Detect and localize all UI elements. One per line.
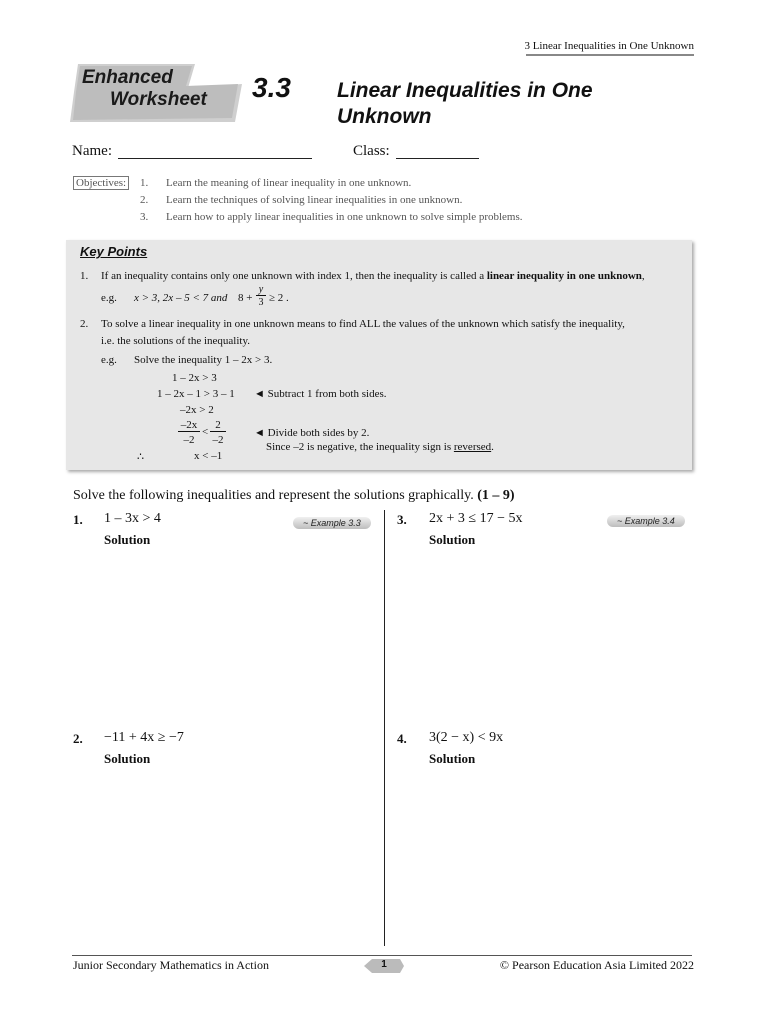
objective-3: Learn how to apply linear inequalities in one unknown to solve simple problems. bbox=[166, 211, 523, 223]
enhanced-worksheet-badge bbox=[70, 62, 242, 122]
key-points-title: Key Points bbox=[80, 244, 148, 259]
section-number: 3.3 bbox=[252, 72, 291, 103]
final-answer: x < –1 bbox=[194, 450, 223, 462]
q2-num: 2. bbox=[73, 731, 83, 746]
q1-num: 1. bbox=[73, 512, 83, 527]
note-reversed bbox=[266, 441, 494, 453]
objective-2: Learn the techniques of solving linear inequalities in one unknown. bbox=[166, 194, 463, 206]
instruction-range: (1 – 9) bbox=[477, 488, 515, 503]
name-field[interactable] bbox=[118, 144, 312, 159]
kp2-line2: i.e. the solutions of the inequality. bbox=[101, 335, 250, 347]
kp1-frac-pre: 8 + bbox=[238, 292, 253, 304]
kp1-text-main: If an inequality contains only one unknown with index 1, then the inequality is called a bbox=[101, 270, 487, 282]
instruction bbox=[73, 488, 515, 504]
note-reversed-main: Since –2 is negative, the inequality sign is bbox=[266, 441, 454, 453]
step4-rhs-num: 2 bbox=[210, 419, 226, 432]
objective-1-num: 1. bbox=[140, 177, 149, 189]
q1-solution-label: Solution bbox=[104, 532, 151, 547]
objective-2-num: 2. bbox=[140, 194, 149, 206]
instruction-text: Solve the following inequalities and represent the solutions graphically. bbox=[73, 488, 478, 503]
q2-expr: −11 + 4x ≥ −7 bbox=[104, 730, 184, 745]
step4-lhs-den: –2 bbox=[183, 434, 195, 446]
q1-example-ref: ~ Example 3.3 bbox=[293, 517, 371, 529]
kp1-text-end: , bbox=[641, 270, 645, 282]
kp1-frac-den: 3 bbox=[258, 297, 264, 308]
kp1-frac-post: ≥ 2 . bbox=[269, 292, 289, 304]
q3-num: 3. bbox=[397, 512, 407, 527]
section-title: Linear Inequalities in One Unknown bbox=[337, 79, 593, 128]
kp2-line1: To solve a linear inequality in one unknown means to find ALL the values of the unknown which satisfy the inequality, bbox=[101, 318, 625, 330]
page-number: 1 bbox=[381, 959, 387, 970]
footer-left: Junior Secondary Mathematics in Action bbox=[73, 958, 269, 972]
note-reversed-underlined: reversed bbox=[453, 441, 492, 453]
kp1-eg: e.g. bbox=[101, 292, 117, 304]
kp2-num: 2. bbox=[80, 318, 89, 330]
step-3: –2x > 2 bbox=[180, 404, 214, 416]
page-badge bbox=[364, 958, 404, 974]
running-header: 3 Linear Inequalities in One Unknown bbox=[524, 40, 694, 52]
q2-solution-label: Solution bbox=[104, 751, 151, 766]
objective-1: Learn the meaning of linear inequality in one unknown. bbox=[166, 177, 412, 189]
step4-lhs-num: –2x bbox=[178, 419, 200, 432]
q3-example-ref: ~ Example 3.4 bbox=[607, 515, 685, 527]
step4-op: < bbox=[202, 426, 209, 438]
note-reversed-end: . bbox=[491, 441, 494, 453]
kp2-eg-text: Solve the inequality 1 – 2x > 3. bbox=[134, 354, 273, 366]
kp1-examples: x > 3, 2x – 5 < 7 and bbox=[134, 292, 228, 304]
note-divide: ◄ Divide both sides by 2. bbox=[254, 427, 370, 439]
objectives-label: Objectives: bbox=[73, 176, 129, 190]
column-divider bbox=[384, 510, 385, 946]
therefore-symbol: ∴ bbox=[137, 451, 144, 463]
kp1-text bbox=[101, 270, 686, 282]
class-field[interactable] bbox=[396, 144, 479, 159]
q3-expr: 2x + 3 ≤ 17 − 5x bbox=[429, 511, 523, 526]
kp1-frac-num: y bbox=[256, 285, 266, 296]
q4-solution-label: Solution bbox=[429, 751, 476, 766]
name-label: Name: bbox=[72, 143, 112, 159]
header-rule bbox=[526, 54, 694, 56]
footer-right: © Pearson Education Asia Limited 2022 bbox=[499, 958, 694, 972]
step-2: 1 – 2x – 1 > 3 – 1 bbox=[157, 388, 235, 400]
q3-solution-label: Solution bbox=[429, 532, 476, 547]
step4-rhs-den: –2 bbox=[212, 434, 224, 446]
q4-num: 4. bbox=[397, 731, 407, 746]
step-1: 1 – 2x > 3 bbox=[172, 372, 217, 384]
badge-line1: Enhanced bbox=[82, 67, 173, 88]
kp2-eg: e.g. bbox=[101, 354, 117, 366]
class-label: Class: bbox=[353, 143, 390, 159]
kp1-num: 1. bbox=[80, 270, 89, 282]
q1-expr: 1 – 3x > 4 bbox=[104, 511, 161, 526]
objective-3-num: 3. bbox=[140, 211, 149, 223]
footer-rule bbox=[72, 955, 692, 956]
badge-line2: Worksheet bbox=[110, 89, 207, 110]
q4-expr: 3(2 − x) < 9x bbox=[429, 730, 504, 745]
kp1-bold-term: linear inequality in one unknown bbox=[486, 270, 642, 282]
note-subtract: ◄ Subtract 1 from both sides. bbox=[254, 388, 387, 400]
